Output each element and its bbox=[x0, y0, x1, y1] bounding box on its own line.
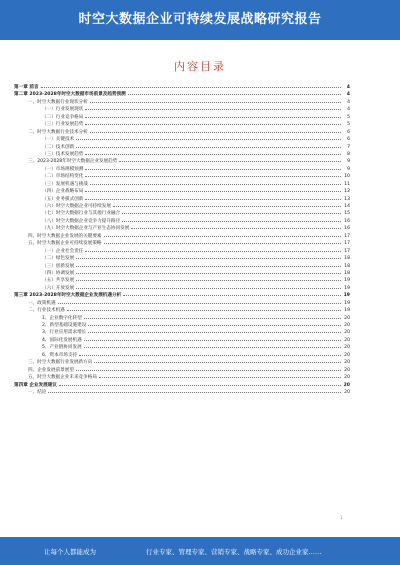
footer-slogan: 让每个人都能成为 bbox=[44, 548, 96, 556]
toc-leader-dots bbox=[128, 94, 341, 95]
toc-entry-page: 20 bbox=[344, 352, 350, 358]
toc-entry[interactable] bbox=[14, 307, 350, 314]
toc-entry-text: 三、2023-2028年时空大数据企业发展趋势 bbox=[28, 159, 118, 165]
toc-entry-text: 一、时空大数据行业现状分析 bbox=[28, 99, 88, 105]
toc-entry-text: （五）共享发展 bbox=[42, 278, 75, 284]
toc-leader-dots bbox=[85, 191, 341, 192]
toc-entry-text: 第一章 前言 bbox=[14, 85, 39, 90]
toc-entry[interactable] bbox=[14, 225, 350, 232]
toc-entry-page: 20 bbox=[344, 367, 350, 373]
toc-entry-text: （四）企业战略布局 bbox=[42, 189, 84, 195]
toc-entry[interactable] bbox=[14, 188, 350, 195]
toc-entry[interactable] bbox=[14, 114, 350, 121]
toc-entry-text: 一、政策机遇 bbox=[28, 300, 56, 306]
toc-entry-text: 二、时空大数据行业技术分析 bbox=[28, 129, 88, 135]
toc-entry-text: 四、时空大数据企业发展的关键要素 bbox=[28, 233, 102, 239]
toc-leader-dots bbox=[90, 184, 341, 185]
toc-entry[interactable] bbox=[14, 151, 350, 158]
toc-leader-dots bbox=[85, 124, 341, 125]
toc-entry-page: 4 bbox=[346, 92, 350, 98]
toc-entry[interactable] bbox=[14, 374, 350, 381]
toc-entry-page: 20 bbox=[344, 323, 350, 328]
toc-entry-text: （一）企业社会责任 bbox=[42, 248, 84, 254]
toc-entry-text: （八）时空大数据企业竞争力提升路径 bbox=[42, 218, 121, 224]
toc-leader-dots bbox=[76, 266, 341, 267]
toc-entry-text: 3、行业应用需求增长 bbox=[42, 330, 87, 336]
toc-entry-page: 10 bbox=[344, 174, 350, 180]
toc-entry[interactable] bbox=[14, 292, 350, 299]
report-title: 时空大数据企业可持续发展战略研究报告 bbox=[78, 12, 322, 27]
toc-entry-text: （三）创新发展 bbox=[42, 263, 75, 269]
toc-entry[interactable] bbox=[14, 263, 350, 270]
toc-entry-text: （六）时空大数据企业可持续发展 bbox=[42, 204, 111, 209]
toc-entry-page: 20 bbox=[343, 382, 350, 388]
toc-entry-text: （六）开放发展 bbox=[42, 285, 75, 291]
toc-entry-text: （二）市场结构变化 bbox=[42, 174, 84, 180]
toc-leader-dots bbox=[67, 310, 341, 311]
toc-entry-text: 四、企业发展前景展望 bbox=[28, 367, 74, 373]
toc-leader-dots bbox=[90, 132, 341, 133]
toc-entry-page: 7 bbox=[347, 144, 350, 150]
toc-entry-page: 4 bbox=[347, 99, 350, 105]
toc-leader-dots bbox=[131, 228, 341, 229]
toc-entry[interactable] bbox=[14, 329, 350, 336]
toc-leader-dots bbox=[88, 325, 341, 326]
toc-leader-dots bbox=[85, 199, 341, 200]
toc-entry[interactable] bbox=[14, 277, 350, 284]
toc-entry[interactable] bbox=[14, 99, 350, 106]
toc-entry[interactable] bbox=[14, 218, 350, 225]
toc-entry-page: 20 bbox=[344, 360, 350, 366]
toc-leader-dots bbox=[88, 332, 341, 333]
toc-entry-page: 17 bbox=[344, 241, 350, 247]
toc-entry-page: 14 bbox=[344, 204, 350, 209]
toc-entry-page: 20 bbox=[344, 389, 350, 395]
toc-leader-dots bbox=[76, 273, 341, 274]
toc-entry[interactable] bbox=[14, 210, 350, 217]
toc-entry-page: 12 bbox=[344, 189, 350, 195]
toc-entry-page: 20 bbox=[344, 330, 350, 336]
toc-leader-dots bbox=[85, 251, 341, 252]
toc-entry-page: 5 bbox=[347, 122, 350, 128]
toc-entry-page: 16 bbox=[344, 226, 350, 232]
toc-entry-text: （四）协调发展 bbox=[42, 270, 75, 276]
toc-entry-page: 19 bbox=[344, 285, 350, 291]
toc-entry[interactable] bbox=[14, 255, 350, 262]
toc-entry[interactable] bbox=[14, 196, 350, 203]
toc-entry[interactable] bbox=[14, 315, 350, 322]
toc-entry-text: 二、行业技术机遇 bbox=[28, 308, 65, 314]
toc-entry-page: 4 bbox=[347, 107, 350, 113]
toc-leader-dots bbox=[122, 221, 341, 222]
toc-entry[interactable] bbox=[14, 389, 350, 396]
toc-entry[interactable] bbox=[14, 129, 350, 136]
toc-leader-dots bbox=[76, 280, 341, 281]
toc-entry-text: 6、资本市场支持 bbox=[42, 352, 78, 358]
toc-entry-text: 第三章 2023-2028年时空大数据企业发展机遇分析 bbox=[14, 293, 122, 299]
toc-entry-page: 17 bbox=[344, 233, 350, 239]
toc-entry-page: 17 bbox=[344, 248, 350, 254]
toc-entry[interactable] bbox=[14, 322, 350, 329]
toc-entry-text: 2、新型基础设施建设 bbox=[42, 323, 87, 328]
toc-entry-page: 18 bbox=[344, 270, 350, 276]
toc-leader-dots bbox=[85, 117, 341, 118]
toc-entry[interactable] bbox=[14, 359, 350, 366]
toc-entry-text: 第二章 2023-2028年时空大数据市场前景及趋势预测 bbox=[14, 92, 126, 98]
toc-leader-dots bbox=[76, 147, 341, 148]
toc-entry[interactable] bbox=[14, 233, 350, 240]
toc-entry-page: 18 bbox=[344, 263, 350, 269]
toc-entry-text: 三、时空大数据行业发展新方向 bbox=[28, 360, 93, 366]
toc-title: 内容目录 bbox=[174, 60, 226, 73]
toc-entry-page: 6 bbox=[347, 137, 350, 143]
toc-entry-page: 5 bbox=[347, 114, 350, 120]
table-of-contents bbox=[14, 84, 350, 396]
toc-entry-text: 五、时空大数据企业未来竞争格局 bbox=[28, 375, 97, 381]
toc-entry-text: 一、结论 bbox=[28, 389, 47, 395]
toc-entry-page: 11 bbox=[344, 181, 350, 187]
toc-entry-page: 20 bbox=[344, 337, 350, 343]
toc-entry[interactable] bbox=[14, 248, 350, 255]
toc-leader-dots bbox=[84, 340, 341, 341]
toc-entry-text: （三）发展机遇与挑战 bbox=[42, 181, 88, 187]
toc-entry-text: （三）技术发展趋势 bbox=[42, 151, 84, 157]
toc-entry-page: 6 bbox=[347, 129, 350, 135]
toc-entry-page: 20 bbox=[344, 375, 350, 381]
toc-entry-text: （一）关键技术 bbox=[42, 137, 75, 143]
toc-entry-text: （一）行业发展现状 bbox=[42, 107, 84, 113]
toc-leader-dots bbox=[122, 213, 341, 214]
toc-leader-dots bbox=[85, 176, 341, 177]
toc-entry[interactable] bbox=[14, 240, 350, 247]
toc-entry[interactable] bbox=[14, 285, 350, 292]
toc-entry-text: 五、时空大数据企业可持续发展策略 bbox=[28, 241, 102, 247]
toc-entry[interactable] bbox=[14, 203, 350, 210]
toc-entry[interactable] bbox=[14, 367, 350, 374]
toc-entry[interactable] bbox=[14, 158, 350, 165]
toc-entry-page: 4 bbox=[346, 85, 350, 90]
toc-entry[interactable] bbox=[14, 344, 350, 351]
toc-leader-dots bbox=[85, 109, 341, 110]
toc-leader-dots bbox=[85, 169, 341, 170]
toc-entry-text: （九）时空大数据企业与产业生态协同发展 bbox=[42, 226, 130, 232]
toc-leader-dots bbox=[76, 139, 341, 140]
toc-entry-text: 5、产业链协同发展 bbox=[42, 345, 82, 351]
toc-entry[interactable] bbox=[14, 181, 350, 188]
toc-entry[interactable] bbox=[14, 144, 350, 151]
toc-entry-page: 20 bbox=[344, 315, 350, 321]
toc-entry[interactable] bbox=[14, 91, 350, 98]
toc-entry[interactable] bbox=[14, 300, 350, 307]
toc-entry[interactable] bbox=[14, 173, 350, 180]
toc-entry-page: 19 bbox=[344, 278, 350, 284]
toc-entry-text: （五）业务模式创新 bbox=[42, 196, 84, 202]
toc-entry-page: 20 bbox=[344, 345, 350, 351]
toc-entry-text: （一）市场规模预测 bbox=[42, 166, 84, 172]
toc-leader-dots bbox=[94, 362, 341, 363]
page-number: 1 bbox=[340, 515, 343, 520]
toc-leader-dots bbox=[76, 288, 341, 289]
toc-leader-dots bbox=[99, 377, 341, 378]
toc-entry[interactable] bbox=[14, 106, 350, 113]
toc-entry-text: 4、国际化发展机遇 bbox=[42, 337, 82, 343]
toc-entry-page: 8 bbox=[347, 151, 350, 157]
toc-leader-dots bbox=[84, 318, 341, 319]
toc-leader-dots bbox=[119, 161, 341, 162]
toc-entry-page: 9 bbox=[347, 159, 350, 165]
toc-entry-text: （二）技术创新 bbox=[42, 144, 75, 150]
toc-entry-text: 1、企业数字化转型 bbox=[42, 315, 82, 321]
toc-leader-dots bbox=[113, 206, 341, 207]
toc-leader-dots bbox=[76, 370, 341, 371]
toc-entry-text: 第四章 企业发展建议 bbox=[14, 382, 57, 388]
toc-entry-page: 19 bbox=[343, 293, 350, 299]
report-header bbox=[0, 0, 400, 40]
toc-entry-page: 9 bbox=[347, 166, 350, 172]
toc-entry[interactable] bbox=[14, 270, 350, 277]
toc-leader-dots bbox=[85, 154, 341, 155]
toc-entry-page: 16 bbox=[344, 218, 350, 224]
footer-banner bbox=[0, 537, 400, 565]
toc-leader-dots bbox=[104, 243, 341, 244]
toc-leader-dots bbox=[59, 385, 341, 386]
toc-entry-text: （二）绿色发展 bbox=[42, 256, 75, 262]
toc-leader-dots bbox=[90, 102, 341, 103]
toc-leader-dots bbox=[48, 392, 341, 393]
footer-roles: 行业专家、管理专家、营销专家、战略专家、成功企业家…… bbox=[146, 548, 322, 556]
toc-entry[interactable] bbox=[14, 352, 350, 359]
toc-entry[interactable] bbox=[14, 136, 350, 143]
toc-leader-dots bbox=[104, 236, 341, 237]
toc-leader-dots bbox=[123, 295, 341, 296]
toc-entry[interactable] bbox=[14, 121, 350, 128]
toc-entry-page: 15 bbox=[344, 211, 350, 217]
toc-entry-text: （二）行业竞争格局 bbox=[42, 114, 84, 120]
toc-entry-page: 19 bbox=[344, 300, 350, 306]
toc-leader-dots bbox=[58, 303, 341, 304]
toc-entry[interactable] bbox=[14, 84, 350, 91]
toc-leader-dots bbox=[79, 355, 341, 356]
toc-leader-dots bbox=[76, 258, 341, 259]
toc-leader-dots bbox=[84, 347, 341, 348]
toc-entry[interactable] bbox=[14, 166, 350, 173]
toc-entry[interactable] bbox=[14, 337, 350, 344]
toc-entry-page: 19 bbox=[344, 308, 350, 314]
toc-entry-text: （三）行业发展趋势 bbox=[42, 122, 84, 128]
toc-entry-page: 13 bbox=[344, 196, 350, 202]
toc-entry-text: （七）时空大数据行业与其他行业融合 bbox=[42, 211, 121, 217]
toc-entry[interactable] bbox=[14, 382, 350, 389]
toc-entry-page: 18 bbox=[344, 256, 350, 262]
toc-leader-dots bbox=[41, 87, 341, 88]
